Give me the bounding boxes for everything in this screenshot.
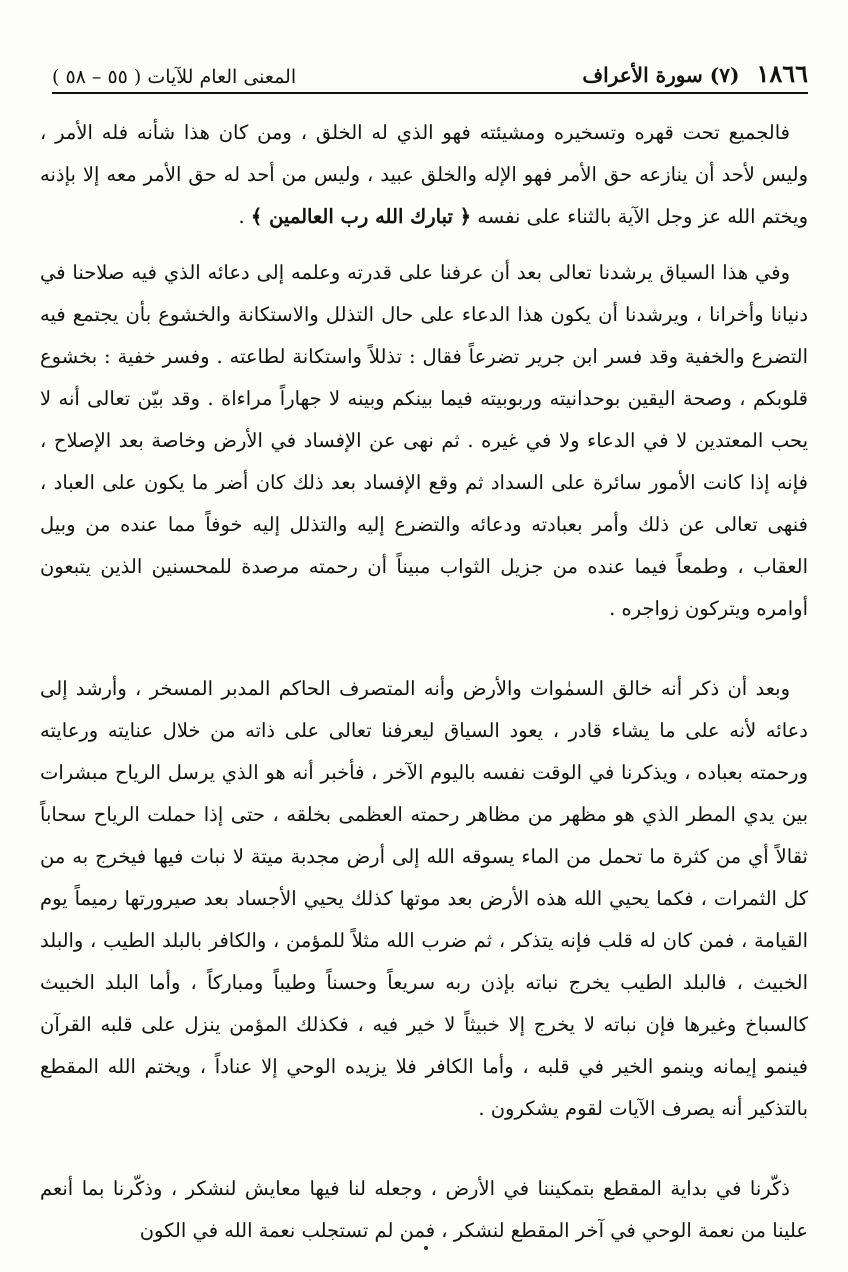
paragraph-3: وبعد أن ذكر أنه خالق السمٰوات والأرض وأنه المتصرف الحاكم المدبر المسخر ، وأرشد إلى دعائه لأنه على ما يشاء قادر ، يعود السياق ليعرفنا تعالى على ذاته من خلال عنايته ورعايته ورحمته بعباده ، ويذكرنا في الوقت نفسه باليوم الآخر ، فأخبر أنه هو الذي يرسل الرياح مبشرات بين يدي المطر الذي هو مظهر من مظاهر رحمته العظمى بخلقه ، حتى إذا حملت الرياح سحاباً ثقالاً أي من كثرة ما تحمل من الماء يسوقه الله إلى أرض مجدبة ميتة لا نبات فيها فيخرج به من كل الثمرات ، فكما يحيي الله هذه الأرض بعد موتها كذلك يحيي الأجساد بعد صيرورتها رميماً يوم القيامة ، فمن كان له قلب فإنه يتذكر ، ثم ضرب الله مثلاً للمؤمن ، والكافر بالبلد الطيب ، والبلد الخبيث ، فالبلد الطيب يخرج نباته بإذن ربه سريعاً وحسناً وطيباً ومباركاً ، وأما البلد الخبيث كالسباخ وغيرها فإن نباته لا يخرج إلا خبيثاً لا خير فيه ، فكذلك المؤمن ينزل على قلبه القرآن فينمو إيمانه وينمو الخير في قلبه ، وأما الكافر فلا يزيده الوحي إلا عناداً ، ويختم الله المقطع بالتذكير أنه يصرف الآيات لقوم يشكرون . [40,677,808,1120]
paragraph-2: وفي هذا السياق يرشدنا تعالى بعد أن عرفنا على قدرته وعلمه إلى دعائه الذي فيه صلاحنا في دنيانا وأخرانا ، ويرشدنا أن يكون هذا الدعاء على حال التذلل والاستكانة والخشوع بأن يجتمع فيه التضرع والخفية وقد فسر ابن جرير تضرعاً فقال : تذللاً واستكانة لطاعته . وفسر خفية : بخشوع قلوبكم ، وصحة اليقين بوحدانيته وربوبيته فيما بينكم وبينه لا جهاراً مراءاة . وقد بيّن تعالى أنه لا يحب المعتدين لا في الدعاء ولا في غيره . ثم نهى عن الإفساد في الأرض وخاصة بعد الإصلاح ، فإنه إذا كانت الأمور سائرة على السداد ثم وقع الإفساد بعد ذلك كان أضر ما يكون على العباد ، فنهى تعالى عن ذلك وأمر بعبادته ودعائه والتضرع إليه والتذلل إليه خوفاً مما عنده من وبيل العقاب ، وطمعاً فيما عنده من جزيل الثواب مبيناً أن رحمته مرصدة للمحسنين الذين يتبعون أوامره ويتركون زواجره . [40,261,808,620]
quran-quote: ﴿ تبارك الله رب العالمين ﴾ [250,205,472,228]
paragraph-4: ذكّرنا في بداية المقطع بتمكيننا في الأرض ، وجعله لنا فيها معايش لنشكر ، وذكّرنا بما أنعم علينا من نعمة الوحي في آخر المقطع لنشكر ، فمن لم تستجلب نعمة الله في الكون [40,1177,808,1242]
page-header [52,58,808,94]
page-number: ١٨٦٦ [756,59,808,88]
paragraph-1-text: فالجميع تحت قهره وتسخيره ومشيئته فهو الذي له الخلق ، ومن كان هذا شأنه فله الأمر ، وليس لأحد أن ينازعه حق الأمر فهو الإله والخلق عبيد ، وليس من أحد له حق الأمر معه إلا بإذنه ويختم الله عز وجل الآية بالثناء على نفسه [40,121,808,228]
paragraph-1 [40,112,808,238]
section-title: المعنى العام للآيات ( ٥٥ – ٥٨ ) [52,66,297,88]
footer-mark [424,1246,428,1250]
surah-title: (٧) سورة الأعراف [582,63,740,87]
paragraph-1-end: . [238,205,251,228]
page-body [40,112,808,1252]
header-right [582,59,808,88]
